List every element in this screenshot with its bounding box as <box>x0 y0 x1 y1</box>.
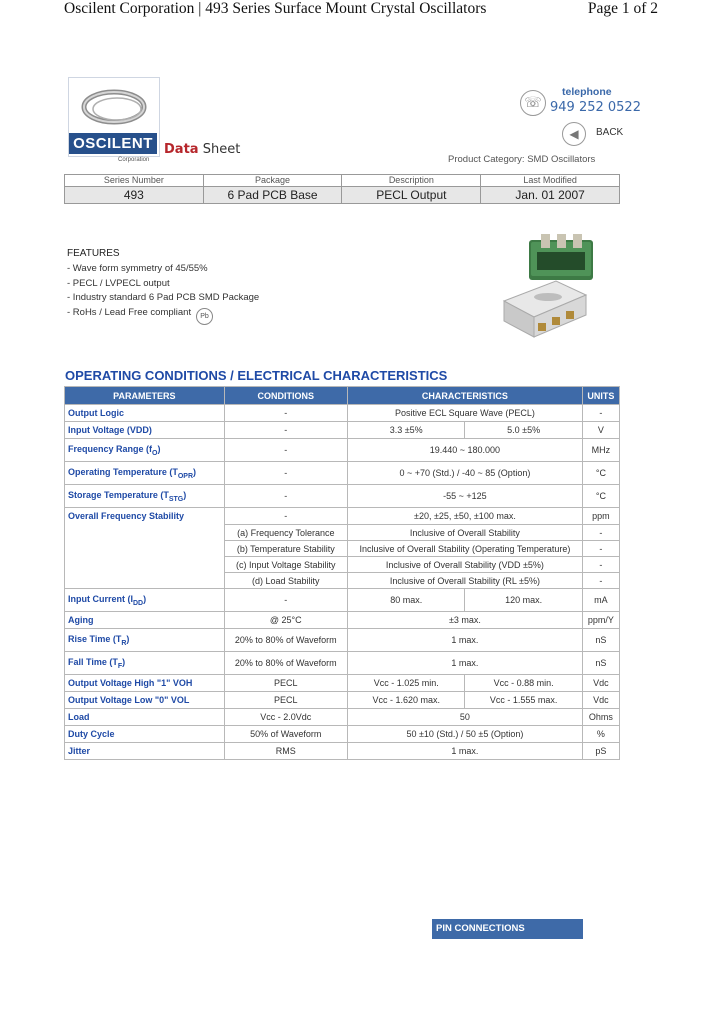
page-number: Page 1 of 2 <box>587 0 658 17</box>
unit-cell: - <box>582 405 619 422</box>
summary-value: 493 <box>65 187 204 204</box>
cond-cell: RMS <box>224 743 347 760</box>
param-cell: Load <box>65 709 225 726</box>
unit-cell: Vdc <box>582 675 619 692</box>
feature-item: - Industry standard 6 Pad PCB SMD Package <box>67 292 260 304</box>
cond-cell: - <box>224 422 347 439</box>
char-cell: 80 max. <box>348 589 465 612</box>
product-category: Product Category: SMD Oscillators <box>448 154 596 165</box>
char-cell: Positive ECL Square Wave (PECL) <box>348 405 583 422</box>
unit-cell: nS <box>582 652 619 675</box>
table-row <box>65 462 620 485</box>
data-word: Data <box>164 142 199 157</box>
unit-cell: - <box>582 557 619 573</box>
char-cell: 1 max. <box>348 743 583 760</box>
param-cell: Aging <box>65 612 225 629</box>
table-row <box>65 422 620 439</box>
table-row <box>65 726 620 743</box>
param-cell: Frequency Range $(f_O)$ <box>65 439 225 462</box>
unit-cell: °C <box>582 462 619 485</box>
char-cell: Vcc - 1.555 max. <box>465 692 582 709</box>
param-cell: Output Logic <box>65 405 225 422</box>
table-row <box>65 405 620 422</box>
cond-cell: - <box>224 462 347 485</box>
features-heading: FEATURES <box>67 248 120 259</box>
char-cell: 19.440 ~ 180.000 <box>348 439 583 462</box>
unit-cell: °C <box>582 485 619 508</box>
unit-cell: MHz <box>582 439 619 462</box>
param-cell: Operating Temperature $(T_{OPR})$ <box>65 462 225 485</box>
table-row <box>65 709 620 726</box>
oscillator-photo-metal <box>498 275 590 345</box>
param-cell: Fall Time $(T_F)$ <box>65 652 225 675</box>
characteristics-table <box>64 386 620 760</box>
feature-item: - RoHs / Lead Free compliant <box>67 307 192 319</box>
summary-header: Package <box>203 175 342 187</box>
pin-connections-header: PIN CONNECTIONS <box>432 919 583 939</box>
unit-cell: ppm/Y <box>582 612 619 629</box>
sheet-word: Sheet <box>202 142 241 157</box>
param-cell: Input Voltage (VDD) <box>65 422 225 439</box>
param-cell: Output Voltage Low "0" VOL <box>65 692 225 709</box>
logo-wordmark: OSCILENT <box>69 133 157 154</box>
char-cell: Vcc - 0.88 min. <box>465 675 582 692</box>
cond-cell: - <box>224 439 347 462</box>
feature-item: - Wave form symmetry of 45/55% <box>67 262 208 274</box>
char-cell: Inclusive of Overall Stability (VDD ±5%) <box>348 557 583 573</box>
table-row <box>65 439 620 462</box>
cond-cell: PECL <box>224 675 347 692</box>
table-row <box>65 485 620 508</box>
char-cell: 5.0 ±5% <box>465 422 582 439</box>
param-cell: Input Current $(I_{DD})$ <box>65 589 225 612</box>
table-row <box>65 692 620 709</box>
table-row <box>65 652 620 675</box>
cond-cell: (b) Temperature Stability <box>224 541 347 557</box>
table-row <box>65 629 620 652</box>
summary-header: Description <box>342 175 481 187</box>
unit-cell: pS <box>582 743 619 760</box>
telephone-label: telephone <box>562 86 612 98</box>
table-row <box>65 589 620 612</box>
summary-table <box>64 174 620 204</box>
cond-cell: - <box>224 508 347 525</box>
logo-ring-icon <box>69 78 159 136</box>
param-cell: Overall Frequency Stability <box>65 508 225 589</box>
col-header-parameters: PARAMETERS <box>65 387 225 405</box>
back-arrow-icon[interactable]: ◀ <box>562 122 586 146</box>
col-header-characteristics: CHARACTERISTICS <box>348 387 583 405</box>
cond-cell: (d) Load Stability <box>224 573 347 589</box>
logo-subtext: Corporation <box>118 157 150 163</box>
char-cell: Vcc - 1.620 max. <box>348 692 465 709</box>
char-cell: Inclusive of Overall Stability <box>348 525 583 541</box>
unit-cell: nS <box>582 629 619 652</box>
cond-cell: (a) Frequency Tolerance <box>224 525 347 541</box>
cond-cell: @ 25°C <box>224 612 347 629</box>
features-list <box>67 247 259 321</box>
unit-cell: - <box>582 573 619 589</box>
cond-cell: Vcc - 2.0Vdc <box>224 709 347 726</box>
cond-cell: - <box>224 485 347 508</box>
col-header-units: UNITS <box>582 387 619 405</box>
summary-value: PECL Output <box>342 187 481 204</box>
char-cell: Vcc - 1.025 min. <box>348 675 465 692</box>
param-cell: Storage Temperature $(T_{STG})$ <box>65 485 225 508</box>
page-header-title: Oscilent Corporation | 493 Series Surface Mount Crystal Oscillators <box>64 0 487 17</box>
cond-cell: - <box>224 589 347 612</box>
data-sheet-label <box>164 142 240 157</box>
cond-cell: 20% to 80% of Waveform <box>224 652 347 675</box>
char-cell: ±20, ±25, ±50, ±100 max. <box>348 508 583 525</box>
unit-cell: - <box>582 525 619 541</box>
cond-cell: PECL <box>224 692 347 709</box>
table-row <box>65 612 620 629</box>
char-cell: 3.3 ±5% <box>348 422 465 439</box>
back-link[interactable]: BACK <box>596 127 624 138</box>
char-cell: 1 max. <box>348 652 583 675</box>
param-cell: Duty Cycle <box>65 726 225 743</box>
char-cell: 50 <box>348 709 583 726</box>
table-row <box>65 675 620 692</box>
char-cell: 50 ±10 (Std.) / 50 ±5 (Option) <box>348 726 583 743</box>
table-row <box>65 743 620 760</box>
param-cell: Rise Time $(T_R)$ <box>65 629 225 652</box>
char-cell: 0 ~ +70 (Std.) / -40 ~ 85 (Option) <box>348 462 583 485</box>
unit-cell: % <box>582 726 619 743</box>
char-cell: 120 max. <box>465 589 582 612</box>
unit-cell: - <box>582 541 619 557</box>
summary-header: Last Modified <box>481 175 620 187</box>
cond-cell: 20% to 80% of Waveform <box>224 629 347 652</box>
unit-cell: mA <box>582 589 619 612</box>
cond-cell: - <box>224 405 347 422</box>
param-cell: Output Voltage High "1" VOH <box>65 675 225 692</box>
char-cell: -55 ~ +125 <box>348 485 583 508</box>
char-cell: 1 max. <box>348 629 583 652</box>
char-cell: Inclusive of Overall Stability (RL ±5%) <box>348 573 583 589</box>
col-header-conditions: CONDITIONS <box>224 387 347 405</box>
char-cell: ±3 max. <box>348 612 583 629</box>
table-row <box>65 508 620 525</box>
unit-cell: V <box>582 422 619 439</box>
summary-value: 6 Pad PCB Base <box>203 187 342 204</box>
cond-cell: (c) Input Voltage Stability <box>224 557 347 573</box>
telephone-icon[interactable]: ☏ <box>520 90 546 116</box>
feature-item: - PECL / LVPECL output <box>67 277 170 289</box>
unit-cell: ppm <box>582 508 619 525</box>
summary-header: Series Number <box>65 175 204 187</box>
telephone-number[interactable]: 949 252 0522 <box>550 100 641 115</box>
section-title: OPERATING CONDITIONS / ELECTRICAL CHARACTERISTICS <box>65 368 448 383</box>
char-cell: Inclusive of Overall Stability (Operating Temperature) <box>348 541 583 557</box>
rohs-pb-free-icon: Pb <box>196 308 213 325</box>
param-cell: Jitter <box>65 743 225 760</box>
unit-cell: Ohms <box>582 709 619 726</box>
cond-cell: 50% of Waveform <box>224 726 347 743</box>
unit-cell: Vdc <box>582 692 619 709</box>
summary-value: Jan. 01 2007 <box>481 187 620 204</box>
